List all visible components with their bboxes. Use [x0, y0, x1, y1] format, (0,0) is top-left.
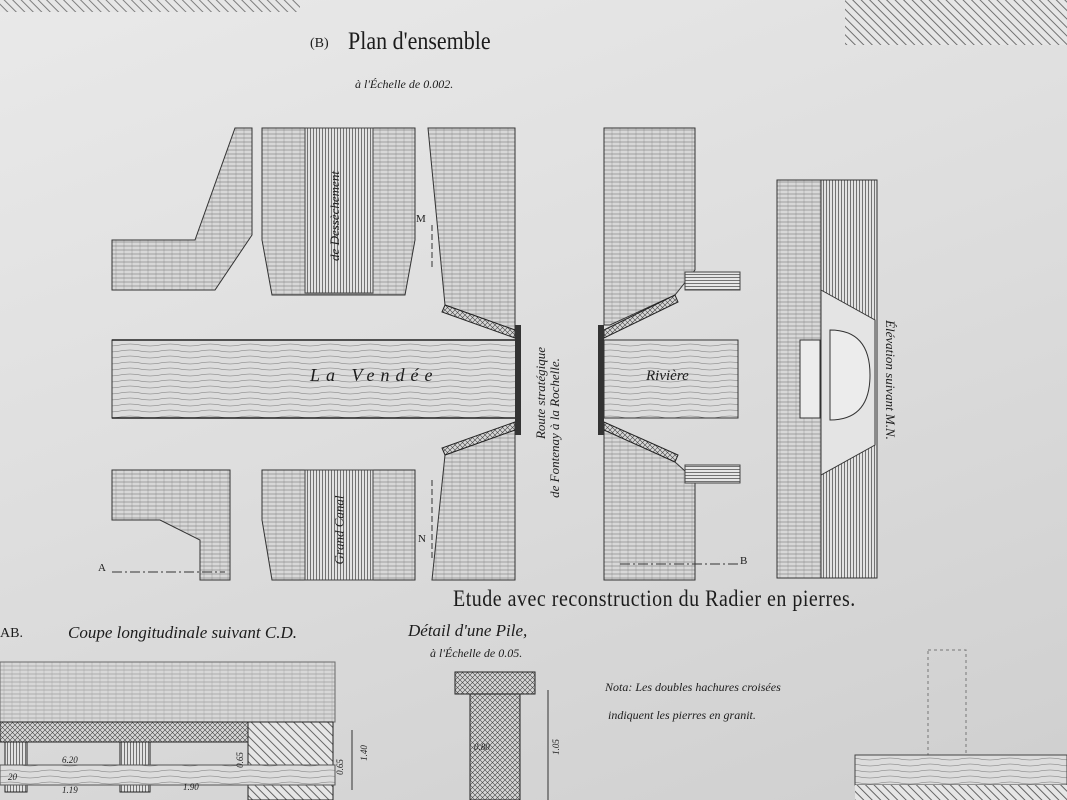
mark-n: N — [418, 533, 426, 545]
plan-title: Plan d'ensemble — [348, 26, 491, 55]
river-label: La Vendée — [310, 365, 439, 385]
nota-line1: Nota: Les doubles hachures croisées — [605, 680, 781, 694]
nota-line2: indiquent les pierres en granit. — [608, 708, 756, 722]
mark-a: A — [98, 562, 106, 574]
coupe-dim: 1.90 — [183, 782, 199, 792]
riviere-label: Rivière — [646, 368, 689, 384]
plan-scale: à l'Échelle de 0.002. — [355, 77, 454, 91]
detail-scale: à l'Échelle de 0.05. — [430, 646, 523, 660]
coupe-prefix: AB. — [0, 626, 23, 641]
mark-b: B — [740, 555, 748, 567]
coupe-title: Coupe longitudinale suivant C.D. — [68, 623, 298, 642]
mark-m: M — [416, 213, 426, 225]
coupe-dim: 20 — [8, 772, 17, 782]
detail-dim: 1.05 — [550, 739, 561, 755]
elevation-label: Élévation suivant M.N. — [882, 320, 898, 440]
coupe-dim: 1.19 — [62, 785, 78, 795]
road-label-line1: Route stratégique — [533, 346, 549, 440]
coupe-dim: 1.40 — [358, 745, 369, 761]
study-title: Etude avec reconstruction du Radier en pierres. — [453, 586, 856, 612]
canal-bottom-label: Grand Canal — [331, 495, 347, 565]
coupe-dim: 0.65 — [334, 759, 345, 775]
canal-top-label: de Dessèchement — [326, 171, 342, 261]
detail-dim: 0.80 — [474, 742, 490, 752]
road-label-line2: de Fontenay à la Rochelle. — [546, 358, 562, 498]
coupe-dim: 6.20 — [62, 755, 78, 765]
detail-title: Détail d'une Pile, — [408, 621, 528, 640]
plan-letter: (B) — [310, 36, 329, 51]
coupe-dim: 0.65 — [234, 752, 245, 768]
